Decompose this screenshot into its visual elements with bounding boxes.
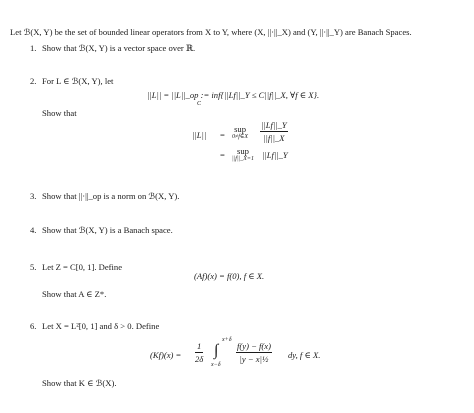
item-2-rhs: ||Lf||_Y bbox=[262, 150, 288, 160]
integral-lower-limit: x−δ bbox=[211, 362, 221, 368]
item-2-sup-2 bbox=[232, 146, 254, 162]
item-4-text: Show that ℬ(X, Y) is a Banach space. bbox=[42, 225, 173, 235]
intro-text: Let ℬ(X, Y) be the set of bounded linear operators from X to Y, where (X, ||·||_X) and (Y, ||·||_Y) are Banach Spaces. bbox=[10, 27, 412, 37]
sup-operator-1: sup bbox=[234, 124, 247, 134]
item-5-equation: (Af)(x) = f(0), f ∈ X. bbox=[194, 271, 265, 281]
sup-operator-2: sup bbox=[237, 146, 249, 156]
item-6-prefactor bbox=[195, 341, 203, 365]
integral-sign: ∫ bbox=[214, 342, 219, 359]
item-3-number: 3. bbox=[30, 191, 37, 201]
item-2-equals-2: = bbox=[220, 150, 225, 160]
fraction-numerator: ||Lf||_Y bbox=[260, 120, 288, 132]
item-2-inf-subscript: C bbox=[197, 101, 202, 107]
sup-subscript-2: ||f||_X=1 bbox=[232, 156, 254, 163]
integrand-numerator: f(y) − f(x) bbox=[236, 341, 272, 353]
item-4-number: 4. bbox=[30, 225, 37, 235]
item-6-number: 6. bbox=[30, 321, 37, 331]
item-2-show-label: Show that bbox=[42, 108, 77, 118]
item-2-definition-equation: ||L|| = ||L||_op := inf{||Lf||_Y ≤ C||f||_X, ∀f ∈ X}. bbox=[147, 90, 320, 100]
sup-subscript-1: 0≠f∈X bbox=[232, 134, 249, 141]
item-5-show: Show that A ∈ Z*. bbox=[42, 289, 107, 299]
prefactor-numerator: 1 bbox=[195, 341, 203, 353]
fraction-denominator: ||f||_X bbox=[263, 133, 285, 144]
item-2-text: For L ∈ ℬ(X, Y), let bbox=[42, 76, 114, 86]
item-5-number: 5. bbox=[30, 262, 37, 272]
item-6-text: Let X = L²[0, 1] and δ > 0. Define bbox=[42, 321, 160, 331]
item-6-eq-tail: dy, f ∈ X. bbox=[288, 350, 321, 360]
item-6-integrand bbox=[236, 341, 272, 365]
integrand-denominator: |y − x|½ bbox=[239, 354, 269, 365]
item-2-sup-1 bbox=[232, 124, 248, 140]
prefactor-denominator: 2δ bbox=[195, 354, 204, 365]
integral-upper-limit: x+δ bbox=[222, 337, 232, 343]
item-6-eq-lhs: (Kf)(x) = bbox=[150, 350, 182, 360]
item-2-norm-lhs: ||L|| bbox=[192, 130, 207, 140]
item-5-text: Let Z = C[0, 1]. Define bbox=[42, 262, 123, 272]
item-6-show: Show that K ∈ ℬ(X). bbox=[42, 378, 117, 388]
item-1-number: 1. bbox=[30, 43, 37, 53]
item-3-text: Show that ||·||_op is a norm on ℬ(X, Y). bbox=[42, 191, 180, 201]
item-2-equals-1: = bbox=[220, 130, 225, 140]
item-1-text: Show that ℬ(X, Y) is a vector space over ℝ. bbox=[42, 43, 196, 53]
item-2-number: 2. bbox=[30, 76, 37, 86]
item-2-fraction bbox=[260, 120, 288, 144]
